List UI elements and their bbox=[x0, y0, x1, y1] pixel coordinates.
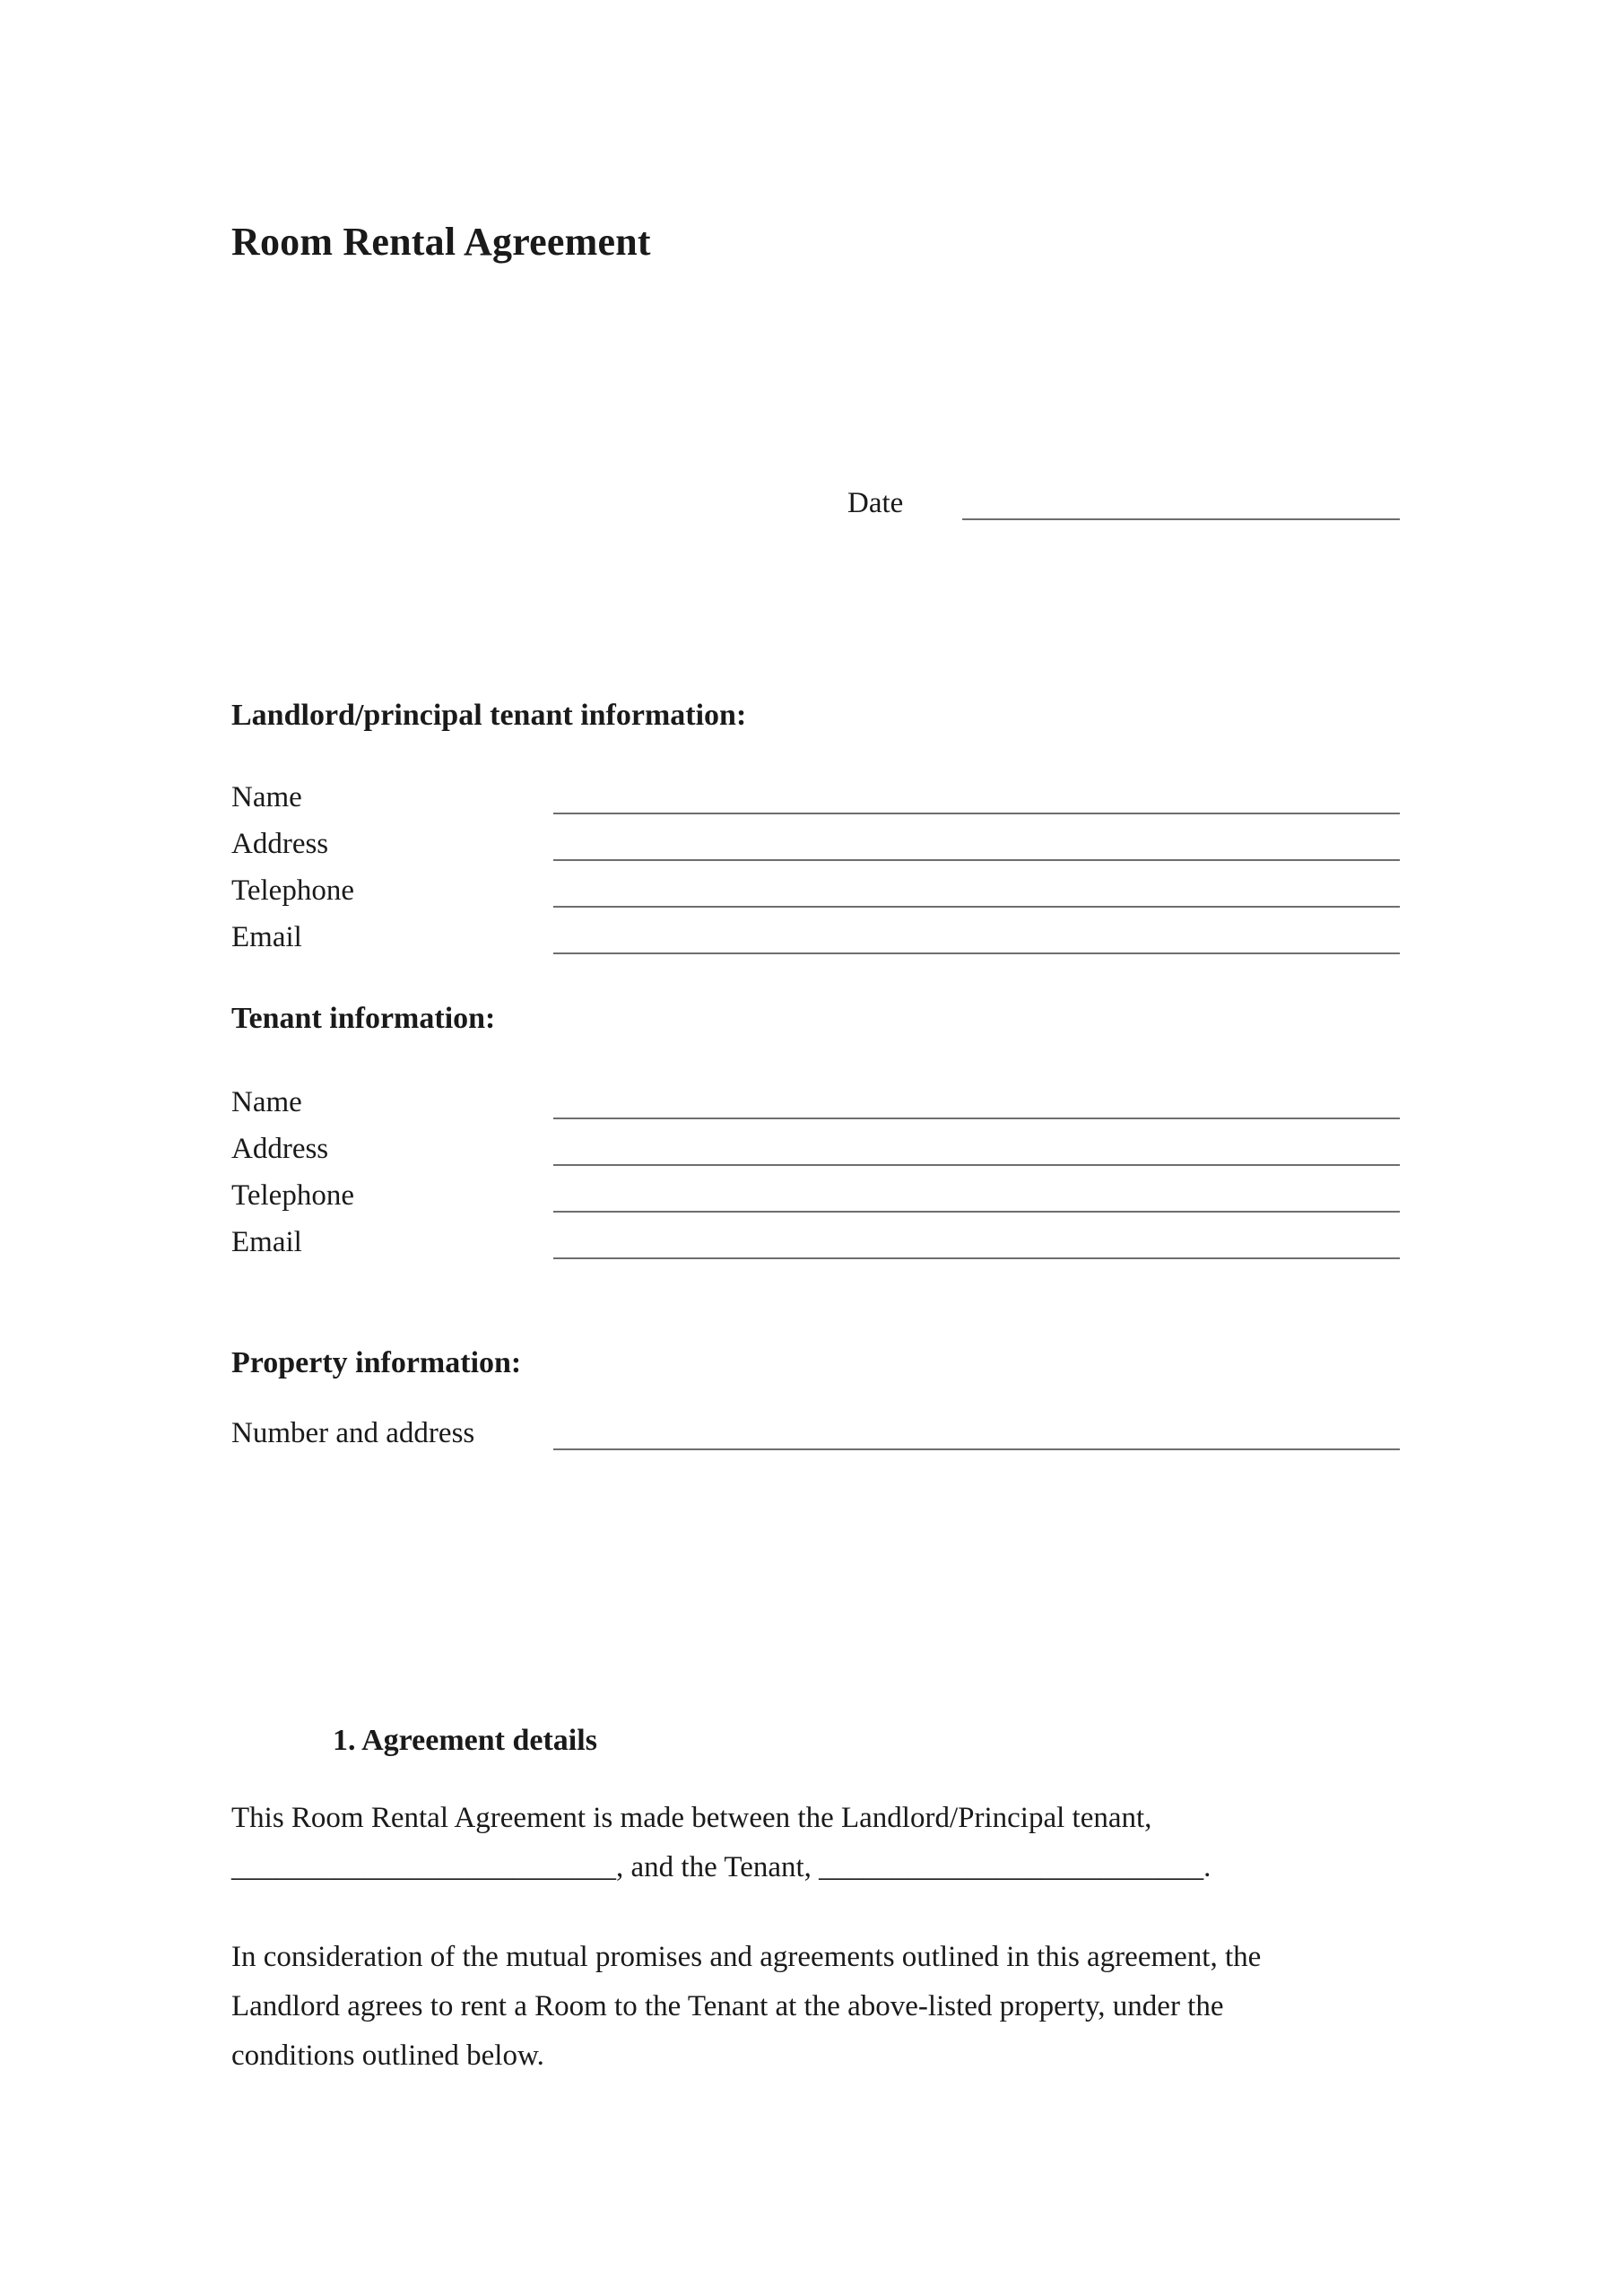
tenant-fields bbox=[231, 1073, 1400, 1259]
date-input-line[interactable] bbox=[962, 486, 1400, 520]
tenant-section-heading: Tenant information: bbox=[231, 1002, 496, 1035]
property-number-address-label: Number and address bbox=[231, 1417, 475, 1449]
tenant-name-label: Name bbox=[231, 1086, 302, 1118]
tenant-telephone-input-line[interactable] bbox=[553, 1175, 1400, 1213]
tenant-address-input-line[interactable] bbox=[553, 1128, 1400, 1166]
page-title: Room Rental Agreement bbox=[231, 220, 651, 264]
agreement-paragraph-1 bbox=[231, 1794, 1424, 1892]
tenant-address-label: Address bbox=[231, 1133, 329, 1165]
landlord-name-label: Name bbox=[231, 781, 302, 813]
agreement-paragraph-2 bbox=[231, 1933, 1424, 2081]
agreement-paragraph-2-line-2: Landlord agrees to rent a Room to the Tenant at the above-listed property, under the bbox=[231, 1990, 1224, 2022]
landlord-fields bbox=[231, 768, 1400, 954]
agreement-paragraph-1-line-2: __________________________, and the Tenant, __________________________. bbox=[231, 1851, 1211, 1883]
landlord-email-input-line[interactable] bbox=[553, 917, 1400, 954]
field-row-landlord-telephone bbox=[231, 861, 1400, 908]
tenant-telephone-label: Telephone bbox=[231, 1179, 354, 1212]
field-row-tenant-email bbox=[231, 1213, 1400, 1259]
agreement-paragraph-1-line-1: This Room Rental Agreement is made between the Landlord/Principal tenant, bbox=[231, 1802, 1152, 1834]
property-fields bbox=[231, 1404, 1400, 1450]
date-label: Date bbox=[847, 487, 904, 519]
landlord-telephone-label: Telephone bbox=[231, 874, 354, 907]
field-row-tenant-address bbox=[231, 1119, 1400, 1166]
field-row-tenant-telephone bbox=[231, 1166, 1400, 1213]
landlord-section-heading: Landlord/principal tenant information: bbox=[231, 699, 747, 732]
field-row-property-number-address bbox=[231, 1404, 1400, 1450]
landlord-address-input-line[interactable] bbox=[553, 823, 1400, 861]
property-section-heading: Property information: bbox=[231, 1346, 522, 1379]
landlord-email-label: Email bbox=[231, 921, 302, 953]
field-row-landlord-address bbox=[231, 814, 1400, 861]
field-row-landlord-email bbox=[231, 908, 1400, 954]
landlord-name-input-line[interactable] bbox=[553, 777, 1400, 814]
landlord-address-label: Address bbox=[231, 828, 329, 860]
tenant-email-input-line[interactable] bbox=[553, 1222, 1400, 1259]
field-row-tenant-name bbox=[231, 1073, 1400, 1119]
date-row bbox=[847, 484, 1400, 520]
tenant-name-input-line[interactable] bbox=[553, 1082, 1400, 1119]
agreement-paragraph-2-line-3: conditions outlined below. bbox=[231, 2039, 544, 2072]
landlord-telephone-input-line[interactable] bbox=[553, 870, 1400, 908]
field-row-landlord-name bbox=[231, 768, 1400, 814]
property-number-address-input-line[interactable] bbox=[553, 1413, 1400, 1450]
agreement-details-heading: 1. Agreement details bbox=[333, 1724, 597, 1757]
agreement-paragraph-2-line-1: In consideration of the mutual promises and agreements outlined in this agreement, the bbox=[231, 1941, 1262, 1973]
tenant-email-label: Email bbox=[231, 1226, 302, 1258]
